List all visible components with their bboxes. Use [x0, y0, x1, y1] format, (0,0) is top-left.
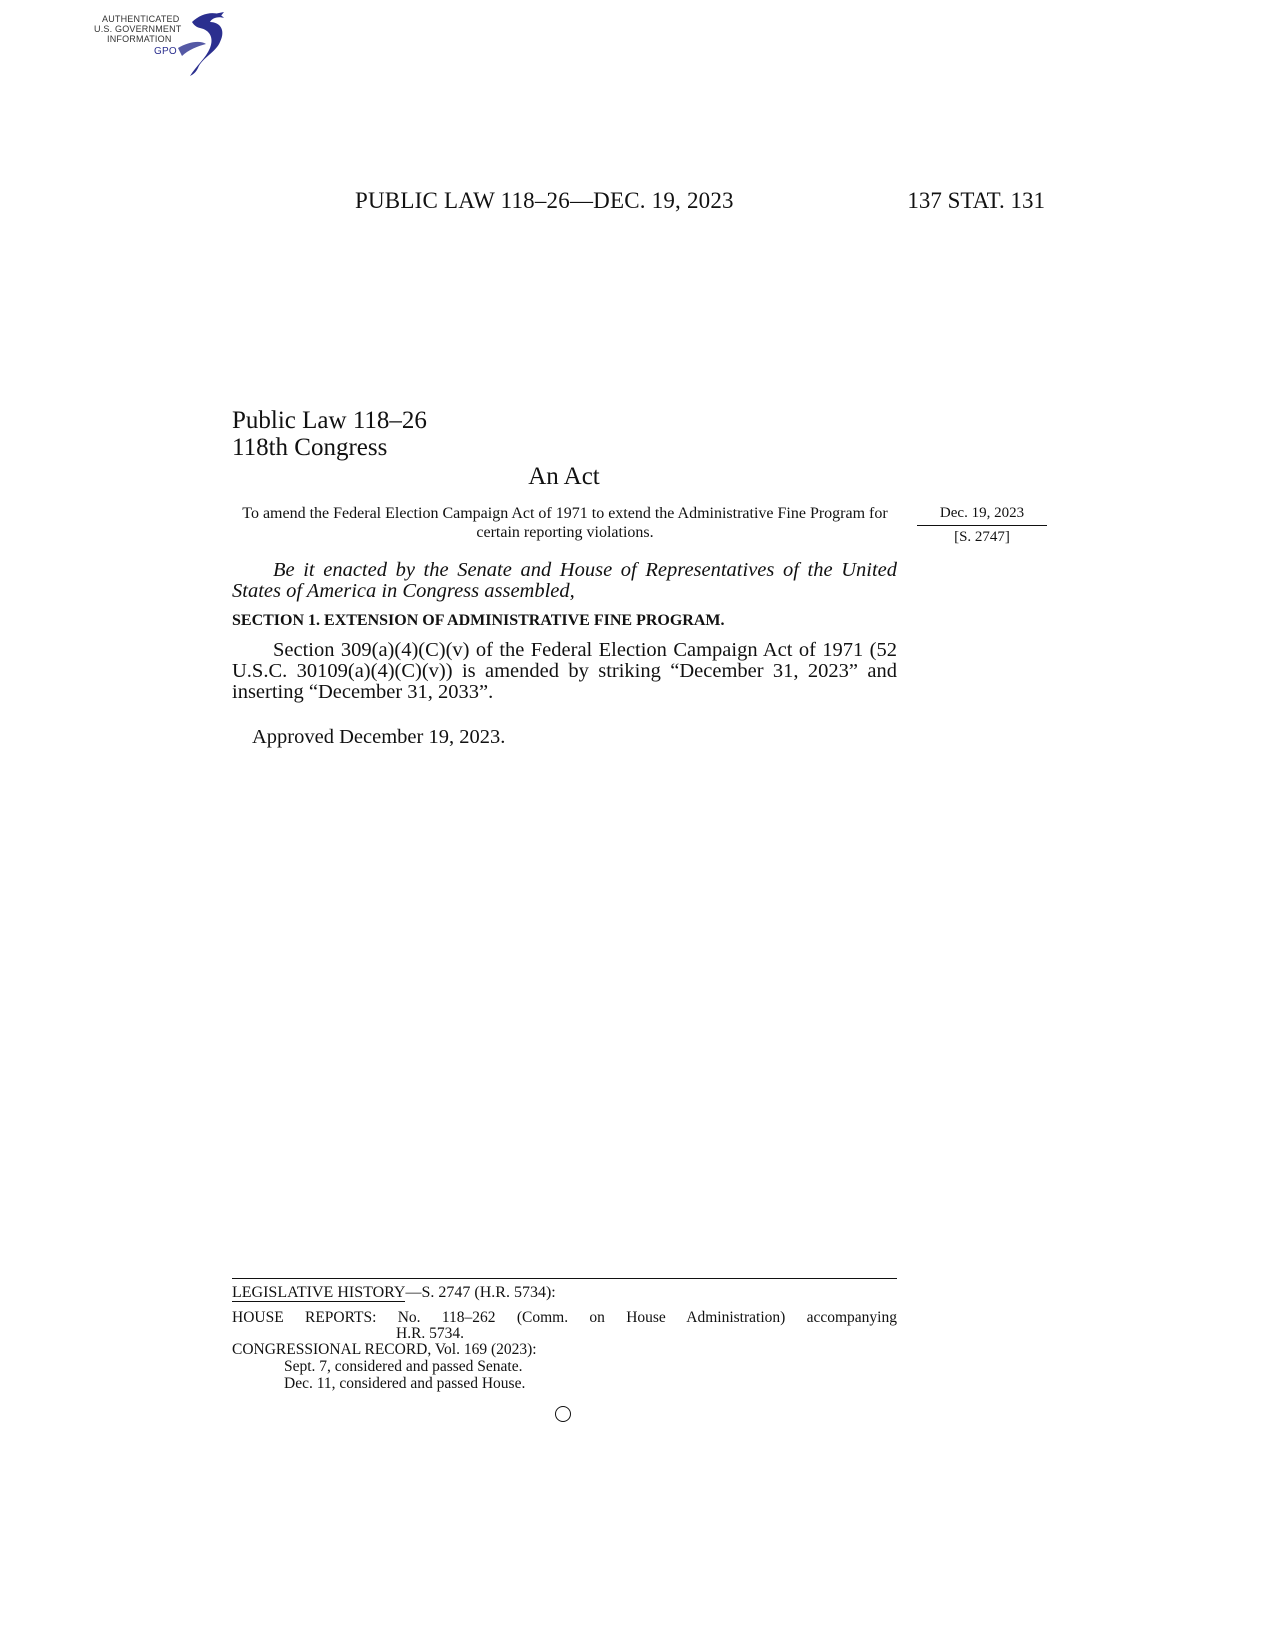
running-head: PUBLIC LAW 118–26—DEC. 19, 2023 — [355, 188, 734, 213]
enacting-clause: Be it enacted by the Senate and House of Representatives of the United States of America in Congress assembled, — [232, 559, 897, 602]
seal-line-authenticated: AUTHENTICATED — [102, 14, 180, 24]
approval-date: Approved December 19, 2023. — [252, 726, 506, 748]
margin-note-bill: [S. 2747] — [954, 529, 1010, 545]
act-title: An Act — [528, 463, 600, 490]
end-mark-circle — [555, 1406, 571, 1422]
congress-number: 118th Congress — [232, 434, 388, 461]
seal-line-government: U.S. GOVERNMENT — [94, 24, 182, 34]
seal-line-information: INFORMATION — [107, 34, 172, 44]
history-action: Sept. 7, considered and passed Senate. — [284, 1358, 523, 1375]
gpo-authentication-seal — [92, 8, 232, 78]
statute-reference: 137 STAT. 131 — [907, 188, 1045, 213]
section-text: Section 309(a)(4)(C)(v) of the Federal Election Campaign Act of 1971 (52 U.S.C. 30109(a)(4)(C)(v)) is amended by striking “December 31, 2023” and inserting “December 31, 2033”. — [232, 639, 897, 703]
house-reports-line: HOUSE REPORTS: No. 118–262 (Comm. on House Administration) accompanying — [232, 1309, 897, 1326]
legislative-history-heading — [232, 1284, 556, 1302]
legislative-history-bills: —S. 2747 (H.R. 5734): — [405, 1284, 556, 1301]
margin-note — [917, 504, 1047, 547]
public-law-number: Public Law 118–26 — [232, 407, 427, 434]
seal-gpo-mark: GPO — [154, 46, 177, 57]
section-heading: SECTION 1. EXTENSION OF ADMINISTRATIVE FINE PROGRAM. — [232, 612, 725, 629]
house-reports — [232, 1310, 897, 1342]
house-reports-continuation: H.R. 5734. — [396, 1325, 465, 1342]
act-purpose: To amend the Federal Election Campaign Act of 1971 to extend the Administrative Fine Program for certain reporting violations. — [242, 505, 888, 541]
legislative-history-label: LEGISLATIVE HISTORY — [232, 1284, 406, 1301]
history-divider — [232, 1278, 897, 1279]
congressional-record: CONGRESSIONAL RECORD, Vol. 169 (2023): — [232, 1341, 537, 1358]
margin-note-date: Dec. 19, 2023 — [917, 504, 1047, 526]
eagle-icon — [172, 8, 232, 78]
history-action: Dec. 11, considered and passed House. — [284, 1375, 526, 1392]
